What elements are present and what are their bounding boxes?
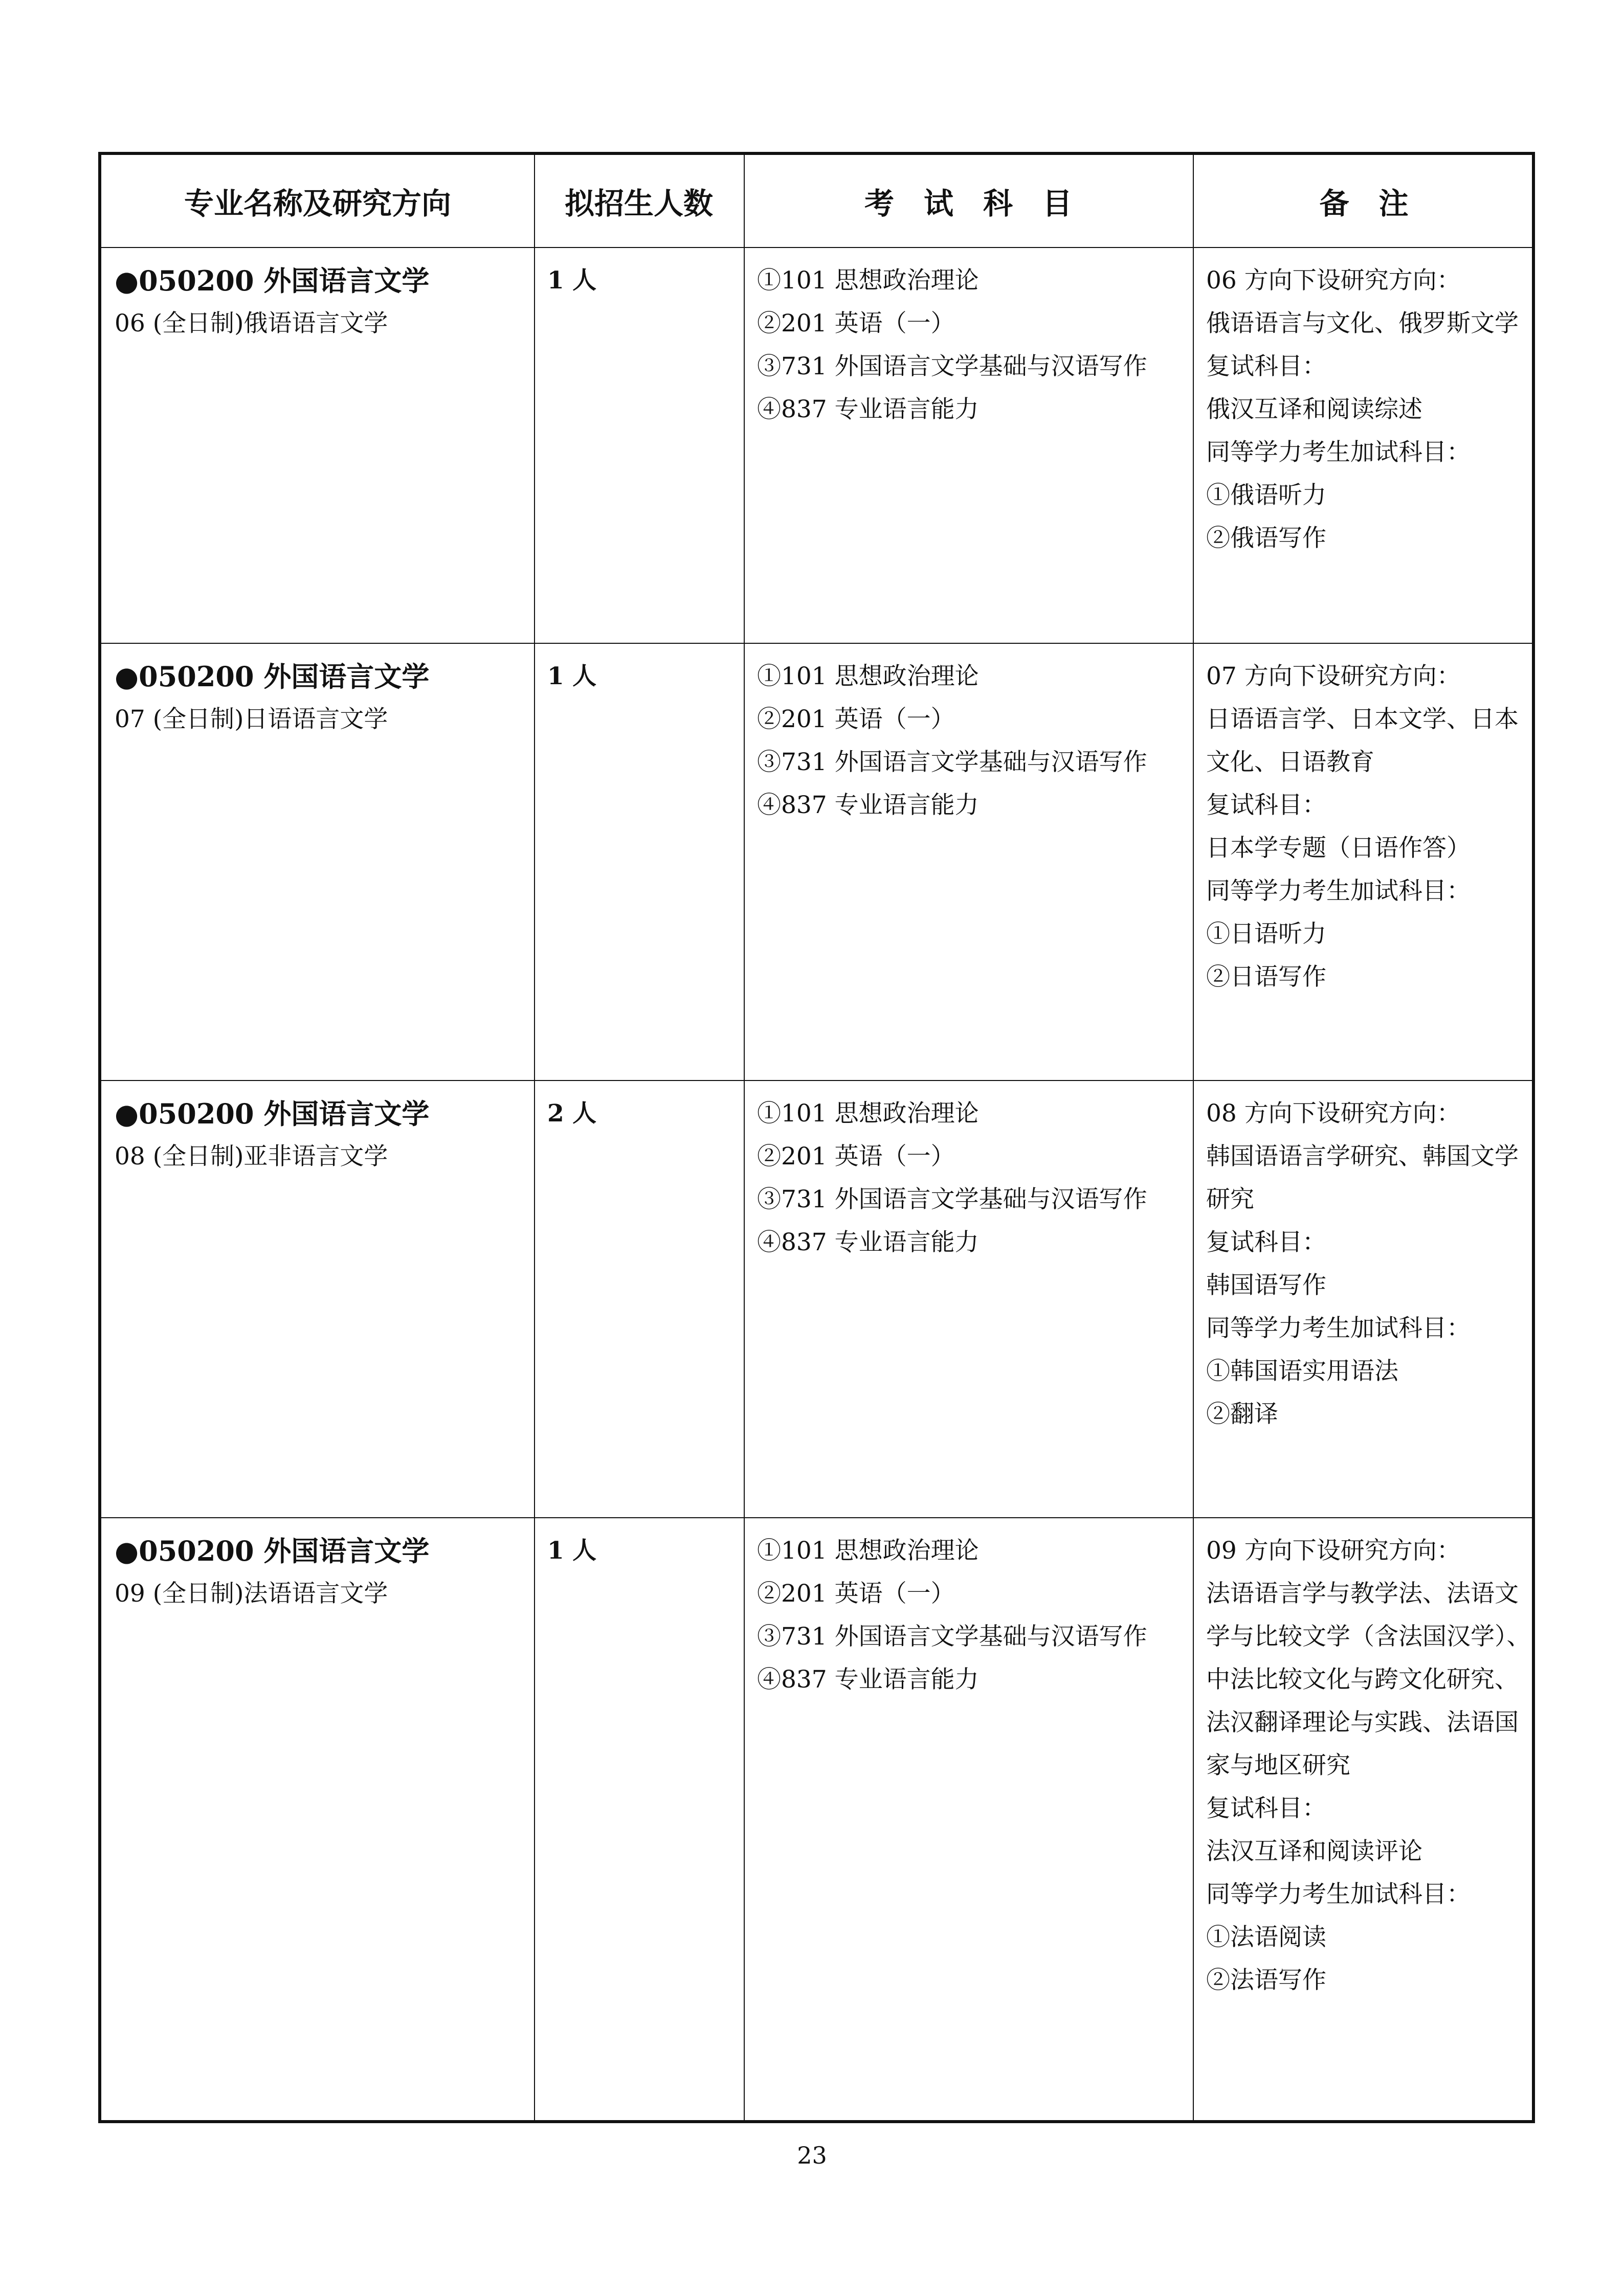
exam-subject: ③731 外国语言文学基础与汉语写作 [757,1623,1147,1651]
note-line: 同等学力考生加试科目： [1206,877,1471,905]
exam-subject: ①101 思想政治理论 [757,1099,979,1128]
research-direction: 09 (全日制)法语语言文学 [115,1580,388,1608]
header-major: 专业名称及研究方向 [184,186,451,221]
note-line: 学与比较文学（含法国汉学）、 [1206,1623,1531,1651]
note-line: 韩国语语言学研究、韩国文学 [1206,1142,1519,1170]
note-line: 法汉翻译理论与实践、法语国 [1206,1708,1519,1737]
row-4-major-cell [101,1518,534,1615]
note-line: 韩国语写作 [1206,1271,1326,1299]
major-name: ●050200 外国语言文学 [115,1535,430,1567]
note-line: 日本学专题（日语作答） [1206,834,1471,862]
row-4-notes-cell [1193,1518,1535,2002]
enrollment-table [98,152,1535,2123]
exam-subject: ③731 外国语言文学基础与汉语写作 [757,352,1147,380]
major-name: ●050200 外国语言文学 [115,1097,430,1130]
enroll-count: 2 人 [547,1099,597,1128]
exam-subject: ①101 思想政治理论 [757,266,979,295]
exam-subject: ②201 英语（一） [757,309,955,337]
note-line: 研究 [1206,1185,1254,1213]
exam-subject: ④837 专业语言能力 [757,1228,979,1256]
note-line: 法汉互译和阅读评论 [1206,1837,1422,1865]
exam-subject: ①101 思想政治理论 [757,662,979,690]
note-line: 文化、日语教育 [1206,748,1374,776]
row-2-notes-cell [1193,644,1535,999]
note-line: ②俄语写作 [1206,524,1326,552]
note-line: ②法语写作 [1206,1966,1326,1994]
row-2-enroll-cell [534,644,744,698]
major-name: ●050200 外国语言文学 [115,660,430,693]
note-line: 08 方向下设研究方向： [1206,1099,1461,1128]
enroll-count: 1 人 [547,1537,597,1565]
row-1-notes-cell [1193,248,1535,560]
header-subjects: 考 试 科 目 [864,186,1072,221]
exam-subject: ①101 思想政治理论 [757,1537,979,1565]
note-line: 中法比较文化与跨文化研究、 [1206,1665,1519,1694]
enroll-count: 1 人 [547,662,597,690]
note-line: 06 方向下设研究方向： [1206,266,1461,295]
row-3-notes-cell [1193,1081,1535,1436]
column-divider [534,155,535,2120]
note-line: 07 方向下设研究方向： [1206,662,1461,690]
major-name: ●050200 外国语言文学 [115,264,430,297]
note-line: 俄汉互译和阅读综述 [1206,395,1422,423]
row-2-subjects-cell [744,644,1193,827]
row-4-subjects-cell [744,1518,1193,1701]
exam-subject: ④837 专业语言能力 [757,1665,979,1694]
row-4-enroll-cell [534,1518,744,1572]
row-3-major-cell [101,1081,534,1178]
research-direction: 07 (全日制)日语语言文学 [115,705,388,733]
row-3-enroll-cell [534,1081,744,1135]
note-line: 复试科目： [1206,352,1326,380]
research-direction: 06 (全日制)俄语语言文学 [115,309,388,337]
row-1-major-cell [101,248,534,345]
page-number: 23 [797,2142,827,2169]
note-line: ①法语阅读 [1206,1923,1326,1951]
exam-subject: ④837 专业语言能力 [757,395,979,423]
row-2-major-cell [101,644,534,741]
note-line: 法语语言学与教学法、法语文 [1206,1580,1519,1608]
enroll-count: 1 人 [547,266,597,295]
note-line: 复试科目： [1206,1228,1326,1256]
note-line: ①俄语听力 [1206,481,1326,509]
header-enroll: 拟招生人数 [564,186,713,221]
note-line: 09 方向下设研究方向： [1206,1537,1461,1565]
row-1-subjects-cell [744,248,1193,431]
note-line: 俄语语言与文化、俄罗斯文学 [1206,309,1519,337]
note-line: 同等学力考生加试科目： [1206,1314,1471,1342]
exam-subject: ②201 英语（一） [757,705,955,733]
exam-subject: ②201 英语（一） [757,1142,955,1170]
note-line: ①韩国语实用语法 [1206,1357,1398,1385]
exam-subject: ②201 英语（一） [757,1580,955,1608]
header-notes: 备 注 [1319,186,1409,221]
note-line: ②日语写作 [1206,963,1326,991]
note-line: 日语语言学、日本文学、日本 [1206,705,1519,733]
exam-subject: ③731 外国语言文学基础与汉语写作 [757,748,1147,776]
note-line: ①日语听力 [1206,920,1326,948]
row-3-subjects-cell [744,1081,1193,1264]
note-line: ②翻译 [1206,1400,1278,1428]
research-direction: 08 (全日制)亚非语言文学 [115,1142,388,1170]
note-line: 同等学力考生加试科目： [1206,438,1471,466]
note-line: 复试科目： [1206,1794,1326,1822]
note-line: 家与地区研究 [1206,1751,1350,1780]
row-1-enroll-cell [534,248,744,302]
note-line: 同等学力考生加试科目： [1206,1880,1471,1908]
exam-subject: ③731 外国语言文学基础与汉语写作 [757,1185,1147,1213]
exam-subject: ④837 专业语言能力 [757,791,979,819]
note-line: 复试科目： [1206,791,1326,819]
